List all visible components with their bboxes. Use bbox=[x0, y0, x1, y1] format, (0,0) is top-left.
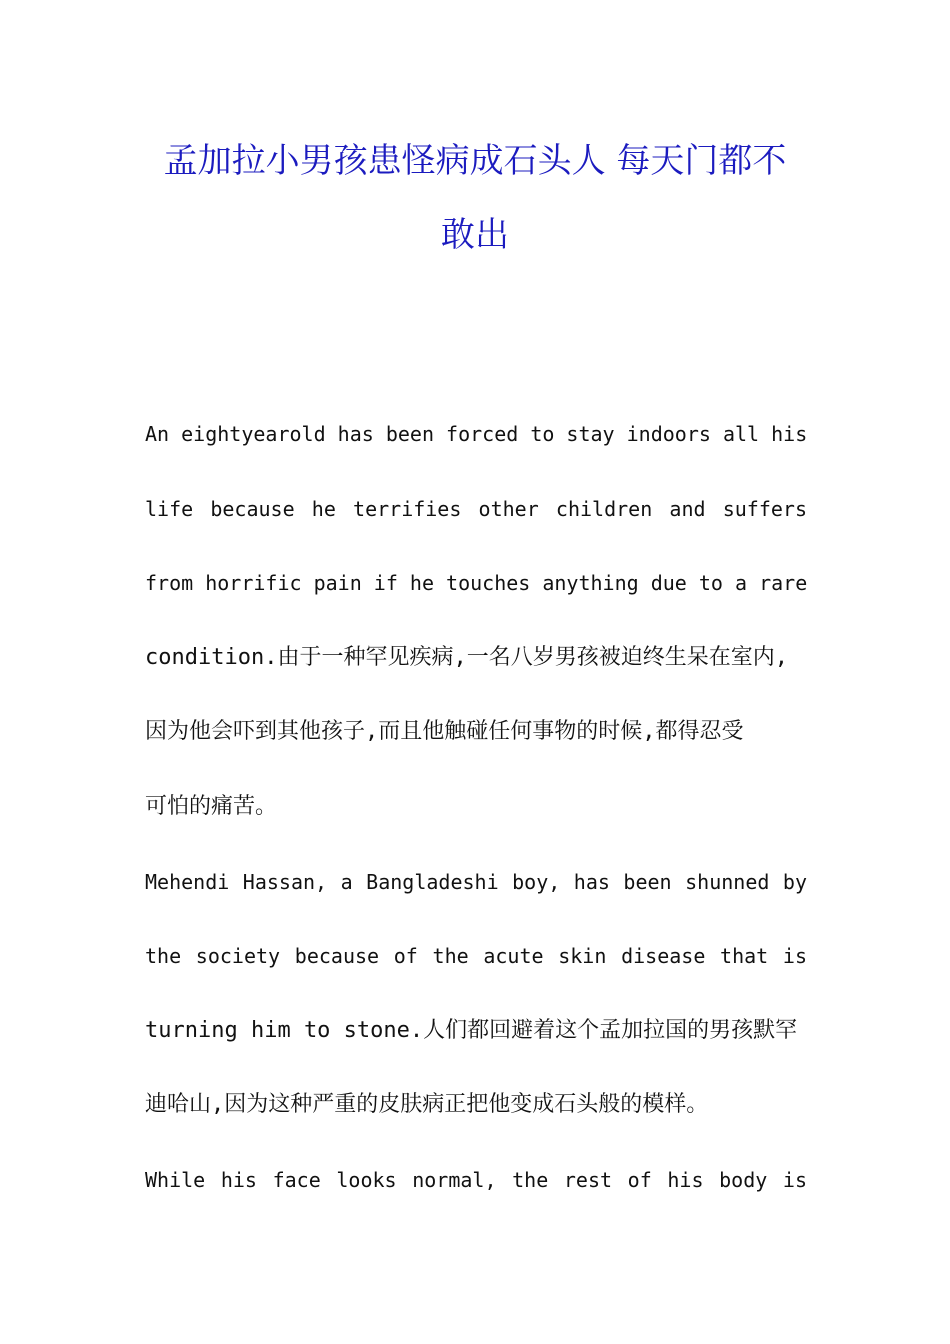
article-body bbox=[145, 397, 807, 1218]
body-line: the society because of the acute skin disease that is bbox=[145, 944, 807, 969]
body-line: 迪哈山,因为这种严重的皮肤病正把他变成石头般的模样。 bbox=[145, 1092, 709, 1118]
body-line: Mehendi Hassan, a Bangladeshi boy, has been shunned by bbox=[145, 869, 807, 894]
body-line: 因为他会吓到其他孩子,而且他触碰任何事物的时候,都得忍受 bbox=[145, 719, 744, 745]
title-line-1: 孟加拉小男孩患怪病成石头人 每天门都不 bbox=[163, 141, 787, 181]
title-line-2: 敢出 bbox=[441, 215, 509, 255]
body-line: life because he terrifies other children and suffers bbox=[145, 496, 807, 521]
body-line: turning him to stone.人们都回避着这个孟加拉国的男孩默罕 bbox=[145, 1017, 798, 1043]
body-line: While his face looks normal, the rest of his body is bbox=[145, 1167, 807, 1192]
body-line: 可怕的痛苦。 bbox=[145, 793, 278, 819]
body-line: An eightyearold has been forced to stay indoors all his bbox=[145, 422, 807, 446]
body-line: from horrific pain if he touches anything due to a rare bbox=[145, 571, 807, 596]
article-title bbox=[100, 124, 850, 272]
body-line: condition.由于一种罕见疾病,一名八岁男孩被迫终生呆在室内, bbox=[145, 644, 788, 670]
